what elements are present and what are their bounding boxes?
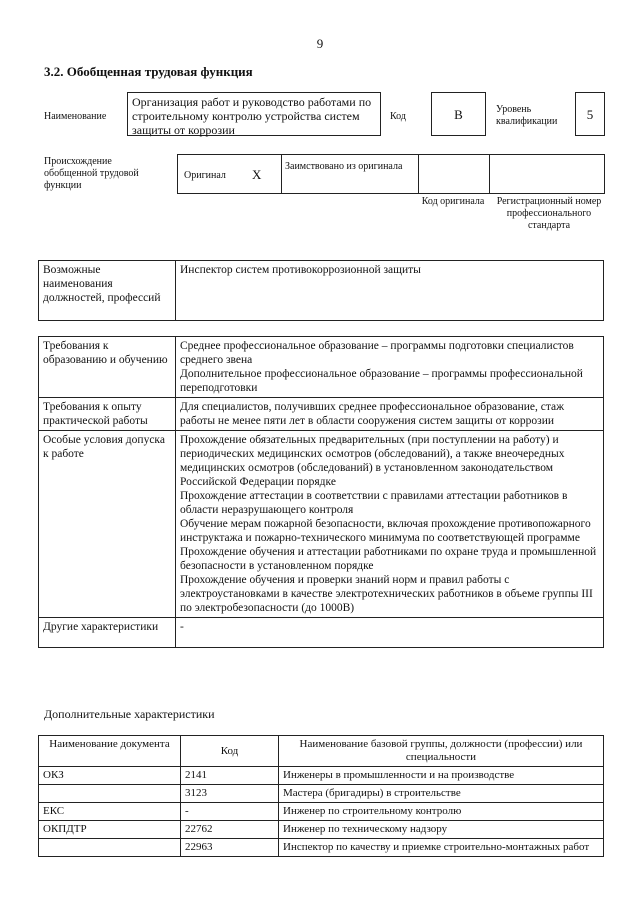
- positions-value: Инспектор систем противокоррозионной защиты: [176, 261, 604, 321]
- header-cell: Наименование базовой группы, должности (профессии) или специальности: [279, 736, 604, 767]
- borrowed-label: Заимствовано из оригинала: [285, 161, 403, 172]
- divider: [418, 155, 419, 193]
- table-row: [39, 821, 604, 839]
- name-value-box: [127, 92, 381, 136]
- name-cell: Инженер по техническому надзору: [279, 821, 604, 839]
- requirement-label: Особые условия допуска к работе: [39, 431, 176, 618]
- requirements-table: [38, 336, 604, 648]
- level-value: 5: [586, 107, 594, 122]
- name-cell: Инженеры в промышленности и на производстве: [279, 767, 604, 785]
- requirement-label: Другие характеристики: [39, 618, 176, 648]
- table-row: [39, 839, 604, 857]
- divider: [281, 155, 282, 193]
- code-original-caption: Код оригинала: [421, 196, 485, 207]
- section-title: 3.2. Обобщенная трудовая функция: [44, 64, 253, 79]
- original-label: Оригинал: [184, 170, 226, 181]
- doc-cell: ЕКС: [39, 803, 181, 821]
- doc-cell: ОКПДТР: [39, 821, 181, 839]
- level-value-box: [575, 92, 605, 136]
- requirement-row: [39, 337, 604, 398]
- code-cell: 3123: [181, 785, 279, 803]
- divider: [489, 155, 490, 193]
- original-mark: X: [252, 167, 262, 182]
- page-number: 9: [316, 36, 324, 51]
- code-cell: -: [181, 803, 279, 821]
- requirement-text: Прохождение обязательных предварительных (при поступлении на работу) и периодических медицинских осмотров (обследований), а также внеочередных медицинских осмотров (обследований) в установленном законодательством Российской Федерации порядке: [180, 434, 565, 488]
- positions-table: [38, 260, 604, 321]
- header-cell: Код: [181, 736, 279, 767]
- name-cell: Мастера (бригадиры) в строительстве: [279, 785, 604, 803]
- requirement-text: Прохождение обучения и аттестации работниками по охране труда и промышленной безопасности в установленном порядке: [180, 546, 597, 572]
- code-cell: 2141: [181, 767, 279, 785]
- requirement-label: Требования к опыту практической работы: [39, 398, 176, 431]
- additional-table: [38, 735, 604, 857]
- name-cell: Инспектор по качеству и приемке строительно-монтажных работ: [279, 839, 604, 857]
- code-value: В: [454, 107, 463, 122]
- requirement-text: Дополнительное профессиональное образование – программы профессиональной переподготовки: [180, 368, 583, 394]
- doc-cell: [39, 839, 181, 857]
- requirement-label: Требования к образованию и обучению: [39, 337, 176, 398]
- additional-header-row: [39, 736, 604, 767]
- reg-number-caption: Регистрационный номер профессионального стандарта: [496, 196, 602, 231]
- requirement-text: Среднее профессиональное образование – программы подготовки специалистов среднего звена: [180, 340, 574, 366]
- origin-box: [177, 154, 605, 194]
- doc-cell: [39, 785, 181, 803]
- name-cell: Инженер по строительному контролю: [279, 803, 604, 821]
- requirement-text: Для специалистов, получивших среднее профессиональное образование, стаж работы не менее пяти лет в области сооружения систем защиты от коррозии: [180, 401, 565, 427]
- code-cell: 22762: [181, 821, 279, 839]
- additional-title: Дополнительные характеристики: [44, 707, 215, 721]
- requirement-row: [39, 431, 604, 618]
- table-row: [39, 767, 604, 785]
- origin-label: Происхождение обобщенной трудовой функции: [44, 156, 139, 191]
- requirement-row: [39, 398, 604, 431]
- requirement-row: [39, 618, 604, 648]
- header-cell: Наименование документа: [39, 736, 181, 767]
- table-row: [39, 803, 604, 821]
- code-value-box: [431, 92, 486, 136]
- requirement-text: Прохождение обучения и проверки знаний норм и правил работы с электроустановками в качестве электротехнических работников в объеме группы III по электробезопасности (до 1000В): [180, 574, 593, 614]
- name-label: Наименование: [44, 111, 107, 122]
- requirement-text: Прохождение аттестации в соответствии с правилами аттестации работников в области неразрушающего контроля: [180, 490, 568, 516]
- table-row: [39, 785, 604, 803]
- level-label: Уровень квалификации: [496, 104, 558, 127]
- positions-label: Возможные наименования должностей, профессий: [39, 261, 176, 321]
- requirement-text: -: [180, 621, 184, 633]
- code-cell: 22963: [181, 839, 279, 857]
- code-label: Код: [390, 111, 406, 122]
- requirement-text: Обучение мерам пожарной безопасности, включая прохождение противопожарного инструктажа и пожарно-технического минимума по соответствующей программе: [180, 518, 591, 544]
- name-value: Организация работ и руководство работами по строительному контролю устройства систем защиты от коррозии: [132, 95, 372, 137]
- doc-cell: ОКЗ: [39, 767, 181, 785]
